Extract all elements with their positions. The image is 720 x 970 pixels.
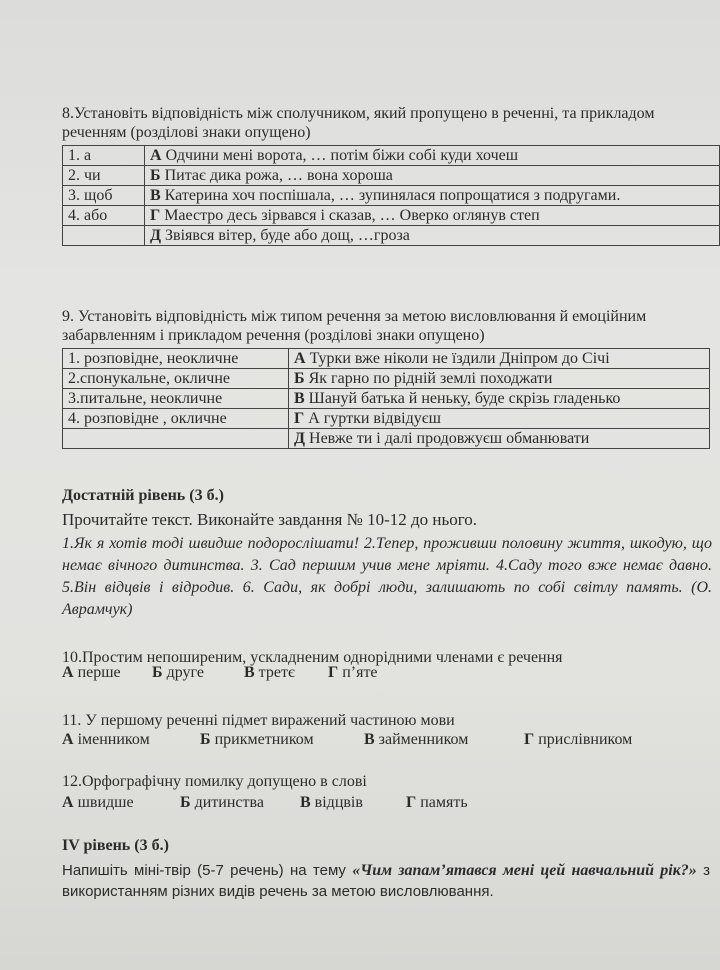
option-b: Б прикметником (200, 731, 314, 748)
right-cell: Б Як гарно по рідній землі походжати (289, 369, 710, 389)
option-c: В займенником (364, 731, 469, 748)
left-cell: 4. розповідне , окличне (63, 409, 289, 429)
option-a: А іменником (62, 731, 150, 748)
essay-topic: «Чим запам’ятався мені цей навчальний рік?» (352, 862, 697, 879)
option-b: Б друге (152, 664, 204, 681)
option-d: Г п’яте (328, 664, 378, 681)
left-cell: 4. або (63, 206, 145, 226)
level-3-instruction: Прочитайте текст. Виконайте завдання № 10-12 до нього. (62, 510, 478, 529)
right-cell: В Катерина хоч поспішала, … зупинялася попрощатися з подругами. (145, 186, 720, 206)
essay-task: Напишіть міні-твір (5-7 речень) на тему «Чим запам’ятався мені цей навчальний рік?» з використанням різних видів речень за метою висловлювання. (62, 862, 711, 900)
right-cell: А Турки вже ніколи не їздили Дніпром до Січі (289, 349, 710, 369)
table-row (63, 186, 720, 206)
left-cell: 1. а (63, 146, 145, 166)
question-8-title: 8.Установіть відповідність між сполучником, який пропущено в реченні, та прикладом реченням (розділові знаки опущено) (62, 105, 655, 141)
left-cell: 2. чи (63, 166, 145, 186)
right-cell: В Шануй батька й неньку, буде скрізь гладенько (289, 389, 710, 409)
option-c: В третє (244, 664, 295, 681)
right-cell: Г А гуртки відвідуєш (289, 409, 710, 429)
table-row (63, 226, 720, 246)
table-row (63, 166, 720, 186)
left-cell: 1. розповідне, неокличне (63, 349, 289, 369)
option-c: В відцвів (300, 794, 363, 811)
level-4-heading: IV рівень (3 б.) (62, 837, 169, 854)
question-10-text: 10.Простим непоширеним, ускладненим однорідними членами є речення (62, 649, 563, 666)
table-row (63, 369, 710, 389)
option-d: Г память (406, 794, 468, 811)
right-cell: Д Невже ти і далі продовжуєш обманювати (289, 429, 710, 449)
question-12-text: 12.Орфографічну помилку допущено в слові (62, 773, 367, 790)
table-row (63, 429, 710, 449)
left-cell (63, 226, 145, 246)
left-cell (63, 429, 289, 449)
table-row (63, 146, 720, 166)
option-a: А швидше (62, 794, 134, 811)
question-9-table (62, 348, 710, 449)
question-9-title: 9. Установіть відповідність між типом речення за метою висловлювання й емоційним забарвленням і прикладом речення (розділові знаки опущено) (62, 308, 647, 344)
option-d: Г прислівником (524, 731, 633, 748)
table-row (63, 349, 710, 369)
right-cell: Г Маестро десь зірвався і сказав, … Оверко оглянув степ (145, 206, 720, 226)
right-cell: Д Звіявся вітер, буде або дощ, …гроза (145, 226, 720, 246)
option-a: А перше (62, 664, 121, 681)
option-b: Б дитинства (180, 794, 264, 811)
right-cell: А Одчини мені ворота, … потім біжи собі куди хочеш (145, 146, 720, 166)
table-row (63, 206, 720, 226)
left-cell: 3.питальне, неокличне (63, 389, 289, 409)
left-cell: 2.спонукальне, окличне (63, 369, 289, 389)
right-cell: Б Питає дика рожа, … вона хороша (145, 166, 720, 186)
left-cell: 3. щоб (63, 186, 145, 206)
level-3-heading: Достатній рівень (3 б.) (62, 487, 224, 504)
table-row (63, 409, 710, 429)
question-11-text: 11. У першому реченні підмет виражений частиною мови (62, 712, 455, 729)
table-row (63, 389, 710, 409)
question-8-table (62, 145, 720, 246)
reading-text: 1.Як я хотів тоді швидше подорослішати! 2.Тепер, проживши половину життя, шкодую, що немає вічного дитинства. 3. Сад першим учив мене мріяти. 4.Саду того вже немає давно. 5.Він відцвів і відродив. 6. Сади, як добрі люди, залишають по собі світлу память. (О. Аврамчук) (62, 535, 712, 618)
